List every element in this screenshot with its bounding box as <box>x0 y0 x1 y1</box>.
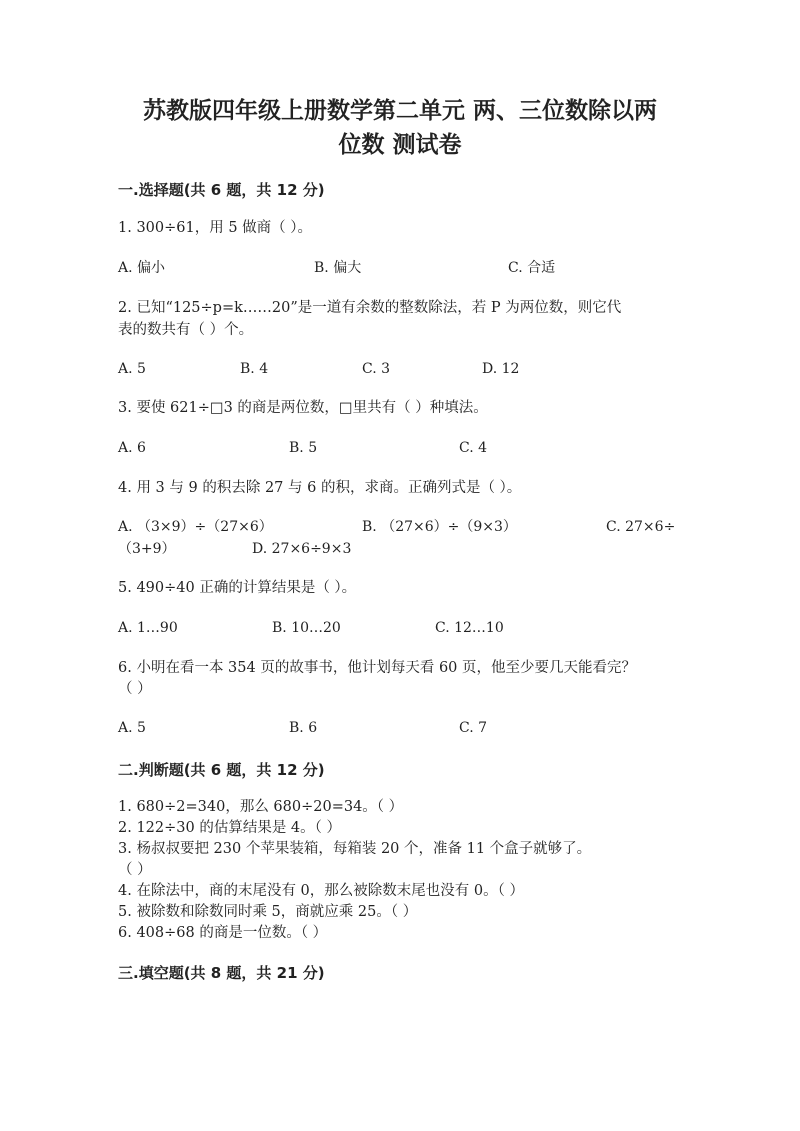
judge-item-3: 3. 杨叔叔要把 230 个苹果装箱，每箱装 20 个，准备 11 个盒子就够了。 <box>118 841 592 857</box>
title-line-2: 位数 测试卷 <box>338 132 462 158</box>
judge-item-3-continued: （ ） <box>118 862 152 878</box>
q4-option-c-continued: （3+9） <box>118 541 176 557</box>
q4-option-c: C. 27×6÷ <box>606 519 676 535</box>
q2-option-d: D. 12 <box>482 361 520 377</box>
q2-option-c: C. 3 <box>362 361 391 377</box>
q6-option-c: C. 7 <box>459 720 488 736</box>
q1-option-a: A. 偏小 <box>118 260 166 276</box>
judge-item-1: 1. 680÷2=340，那么 680÷20=34。（ ） <box>118 799 404 815</box>
q4-option-a: A. （3×9）÷（27×6） <box>118 519 273 535</box>
judge-item-5: 5. 被除数和除数同时乘 5，商就应乘 25。（ ） <box>118 904 418 920</box>
judge-item-4: 4. 在除法中，商的末尾没有 0，那么被除数末尾也没有 0。（ ） <box>118 883 524 899</box>
q5-option-b: B. 10…20 <box>272 620 341 636</box>
q1-option-b: B. 偏大 <box>314 260 362 276</box>
q1-option-c: C. 合适 <box>508 260 556 276</box>
judge-item-2: 2. 122÷30 的估算结果是 4。（ ） <box>118 820 342 836</box>
q6-option-b: B. 6 <box>289 720 318 736</box>
question-2-stem-line-1: 2. 已知“125÷p=k……20”是一道有余数的整数除法，若 P 为两位数，则它代 <box>118 300 622 316</box>
question-1-stem: 1. 300÷61，用 5 做商（ ）。 <box>118 220 313 236</box>
page-title <box>100 94 700 162</box>
q3-option-c: C. 4 <box>459 440 488 456</box>
q2-option-a: A. 5 <box>118 361 146 377</box>
title-line-1: 苏教版四年级上册数学第二单元 两、三位数除以两 <box>142 98 657 124</box>
q4-option-d: D. 27×6÷9×3 <box>252 541 352 557</box>
judge-item-6: 6. 408÷68 的商是一位数。（ ） <box>118 925 328 941</box>
question-6-stem-line-1: 6. 小明在看一本 354 页的故事书，他计划每天看 60 页，他至少要几天能看完？ <box>118 660 637 676</box>
question-2-stem-line-2: 表的数共有（ ）个。 <box>118 322 254 338</box>
q3-option-a: A. 6 <box>118 440 146 456</box>
q5-option-c: C. 12…10 <box>435 620 504 636</box>
question-5-stem: 5. 490÷40 正确的计算结果是（ ）。 <box>118 580 357 596</box>
question-4-stem: 4. 用 3 与 9 的积去除 27 与 6 的积，求商。正确列式是（ ）。 <box>118 480 522 496</box>
section-heading-judge: 二.判断题(共 6 题，共 12 分) <box>118 761 325 779</box>
q4-option-b: B. （27×6）÷（9×3） <box>362 519 517 535</box>
q6-option-a: A. 5 <box>118 720 146 736</box>
section-heading-choice: 一.选择题(共 6 题，共 12 分) <box>118 181 325 199</box>
q5-option-a: A. 1…90 <box>118 620 178 636</box>
section-heading-fill: 三.填空题(共 8 题，共 21 分) <box>118 964 325 982</box>
question-3-stem: 3. 要使 621÷□3 的商是两位数，□里共有（ ）种填法。 <box>118 400 488 416</box>
q3-option-b: B. 5 <box>289 440 318 456</box>
question-6-stem-line-2: （ ） <box>118 681 152 697</box>
q2-option-b: B. 4 <box>240 361 269 377</box>
